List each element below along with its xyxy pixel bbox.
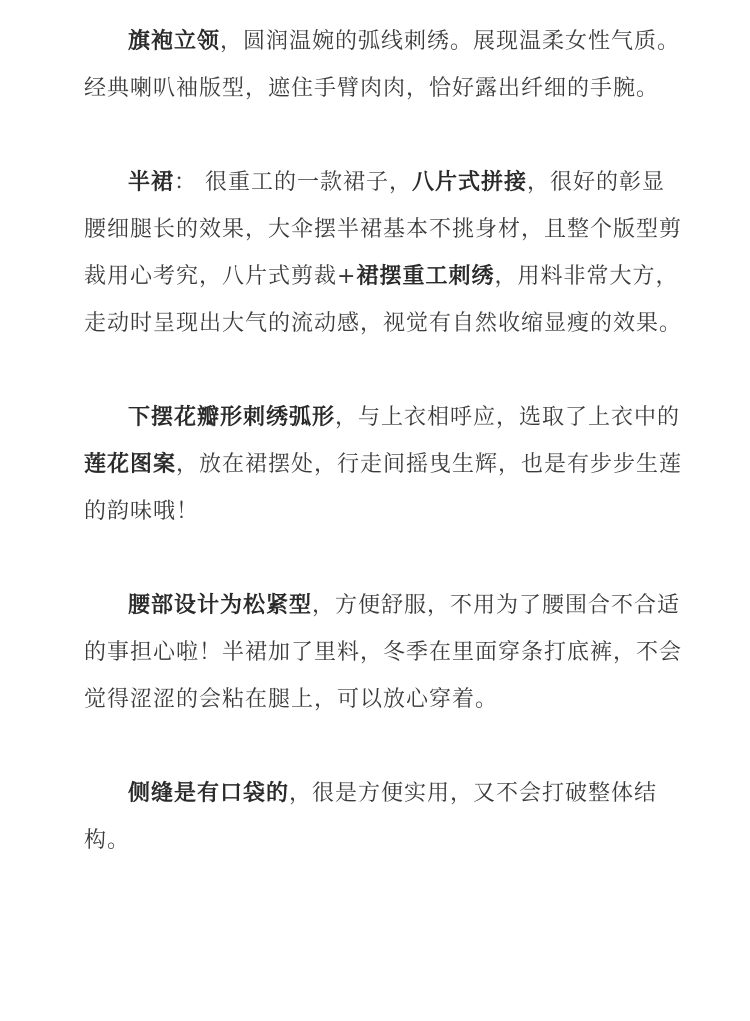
paragraph-hem — [84, 394, 684, 535]
highlight-text: 八片式拼接 — [412, 170, 528, 195]
highlight-text: 裙摆重工刺绣 — [356, 264, 495, 289]
body-text: ： 很重工的一款裙子， — [174, 170, 413, 195]
body-text: ，用料非常大方，走动时呈现出大气的流动感，视觉有自然收缩显瘦的效果。 — [84, 264, 683, 336]
highlight-text: 腰部设计为松紧型 — [128, 593, 313, 618]
paragraph-pocket — [84, 770, 684, 864]
body-text: ，与上衣相呼应，选取了上衣中的 — [335, 405, 681, 430]
highlight-text: 半裙 — [128, 170, 175, 195]
article-body — [84, 18, 684, 911]
highlight-text: 下摆花瓣形刺绣弧形 — [128, 405, 336, 430]
paragraph-skirt — [84, 159, 684, 347]
highlight-text: 莲花图案 — [84, 452, 177, 477]
highlight-text: 侧缝是有口袋的 — [128, 781, 290, 806]
paragraph-collar — [84, 18, 684, 112]
highlight-text: 旗袍立领 — [128, 29, 221, 54]
body-text: ，圆润温婉的弧线刺绣。展现温柔女性气质。经典喇叭袖版型，遮住手臂肉肉，恰好露出纤细的手腕。 — [84, 29, 681, 101]
body-text: ，方便舒服，不用为了腰围合不合适的事担心啦！半裙加了里料，冬季在里面穿条打底裤，不会觉得涩涩的会粘在腿上，可以放心穿着。 — [84, 593, 683, 712]
paragraph-waist — [84, 582, 684, 723]
body-text: ，很好的彰显腰细腿长的效果，大伞摆半裙基本不挑身材，且整个版型剪裁用心考究，八片式剪裁+ — [84, 170, 683, 289]
body-text: ，放在裙摆处，行走间摇曳生辉，也是有步步生莲的韵味哦！ — [84, 452, 683, 524]
body-text: ，很是方便实用，又不会打破整体结构。 — [84, 781, 658, 853]
